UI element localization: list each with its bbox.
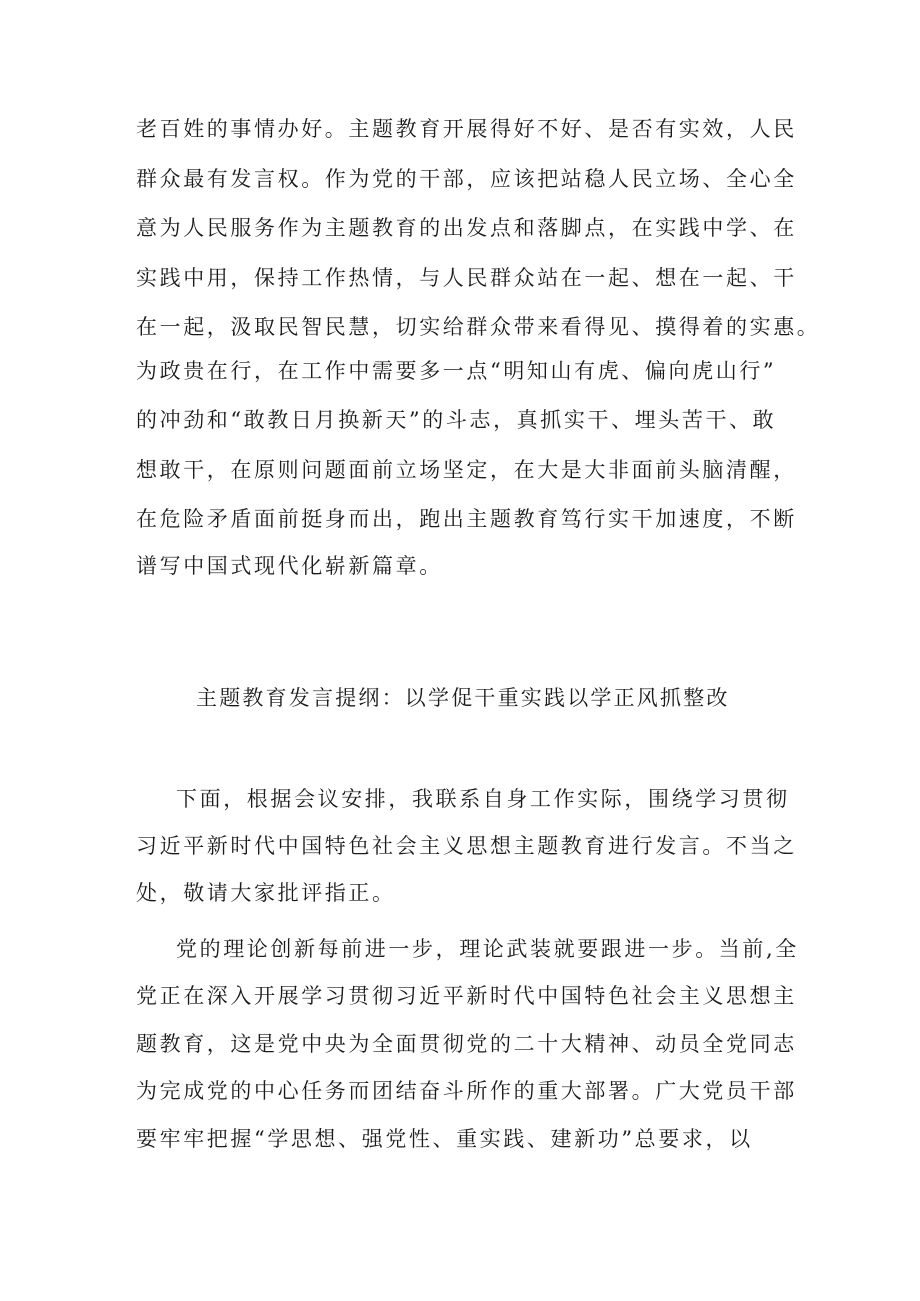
paragraph-line: 在一起，汲取民智民慧，切实给群众带来看得见、摸得着的实惠。: [136, 315, 821, 339]
paragraph-line: 为完成党的中心任务而团结奋斗所作的重大部署。广大党员干部: [136, 1079, 797, 1103]
paragraph-line: 老百姓的事情办好。主题教育开展得好不好、是否有实效，人民: [136, 117, 797, 141]
paragraph-line: 为政贵在行，在工作中需要多一点“明知山有虎、偏向虎山行”: [136, 359, 777, 383]
paragraph-line: 党的理论创新每前进一步，理论武装就要跟进一步。当前,全: [176, 937, 799, 961]
paragraph-line: 题教育，这是党中央为全面贯彻党的二十大精神、动员全党同志: [136, 1032, 797, 1056]
paragraph-line: 下面，根据会议安排，我联系自身工作实际，围绕学习贯彻: [176, 787, 790, 811]
paragraph-line: 党正在深入开展学习贯彻习近平新时代中国特色社会主义思想主: [136, 984, 797, 1008]
paragraph-line: 想敢干，在原则问题面前立场坚定，在大是大非面前头脑清醒，: [136, 458, 797, 482]
paragraph-line: 在危险矛盾面前挺身而出，跑出主题教育笃行实干加速度，不断: [136, 507, 797, 531]
paragraph-line: 群众最有发言权。作为党的干部，应该把站稳人民立场、全心全: [136, 167, 797, 191]
paragraph-line: 处，敬请大家批评指正。: [136, 881, 396, 905]
paragraph-line: 谱写中国式现代化崭新篇章。: [136, 554, 443, 578]
paragraph-line: 习近平新时代中国特色社会主义思想主题教育进行发言。不当之: [136, 834, 797, 858]
paragraph-line: 实践中用，保持工作热情，与人民群众站在一起、想在一起、干: [136, 266, 797, 290]
paragraph-line: 意为人民服务作为主题教育的出发点和落脚点，在实践中学、在: [136, 216, 797, 240]
paragraph-line: 要牢牢把握“学思想、强党性、重实践、建新功”总要求，以: [136, 1127, 753, 1151]
section-title: 主题教育发言提纲：以学促干重实践以学正风抓整改: [196, 686, 730, 710]
paragraph-line: 的冲劲和“敢教日月换新天”的斗志，真抓实干、埋头苦干、敢: [136, 408, 777, 432]
